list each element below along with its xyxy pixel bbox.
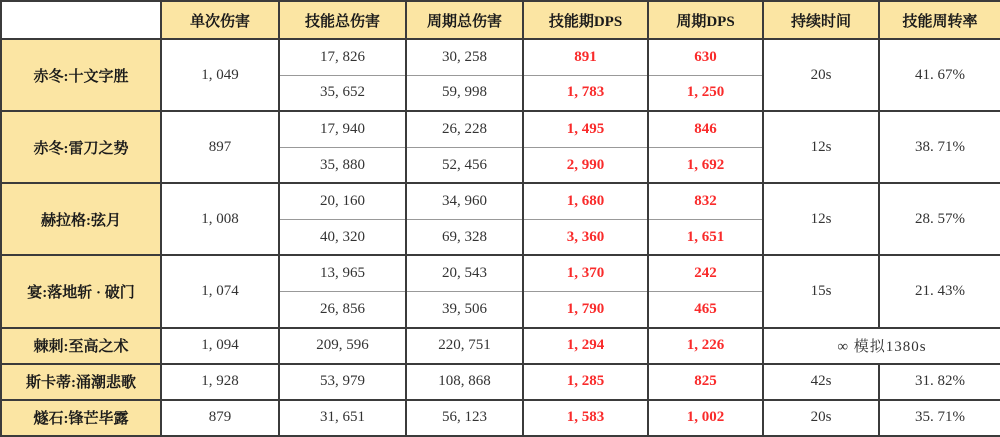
column-header-skill-total-damage: 技能总伤害 xyxy=(279,1,406,39)
row-label: 棘刺:至高之术 xyxy=(1,328,161,364)
cycle-total-cell: 108, 868 xyxy=(406,364,523,400)
single-damage-cell: 879 xyxy=(161,400,279,436)
row-label: 斯卡蒂:涌潮悲歌 xyxy=(1,364,161,400)
turnover-cell: 28. 57% xyxy=(879,183,1000,255)
cycle-total-cell: 39, 506 xyxy=(406,292,523,328)
cycle-dps-cell: 1, 250 xyxy=(648,75,763,111)
skill-total-cell: 35, 652 xyxy=(279,75,406,111)
cycle-total-cell: 26, 228 xyxy=(406,111,523,147)
cycle-total-cell: 220, 751 xyxy=(406,328,523,364)
table-row xyxy=(1,183,1000,219)
skill-dps-cell: 1, 783 xyxy=(523,75,648,111)
cycle-dps-cell: 1, 692 xyxy=(648,147,763,183)
cycle-total-cell: 52, 456 xyxy=(406,147,523,183)
single-damage-cell: 1, 049 xyxy=(161,39,279,111)
skill-total-cell: 209, 596 xyxy=(279,328,406,364)
cycle-dps-cell: 846 xyxy=(648,111,763,147)
row-label: 赤冬:十文字胜 xyxy=(1,39,161,111)
skill-dps-cell: 3, 360 xyxy=(523,219,648,255)
turnover-cell: 41. 67% xyxy=(879,39,1000,111)
single-damage-cell: 1, 928 xyxy=(161,364,279,400)
column-header-single-damage: 单次伤害 xyxy=(161,1,279,39)
cycle-total-cell: 20, 543 xyxy=(406,255,523,291)
skill-total-cell: 31, 651 xyxy=(279,400,406,436)
cycle-dps-cell: 1, 651 xyxy=(648,219,763,255)
row-label: 宴:落地斩 · 破门 xyxy=(1,255,161,327)
duration-cell: 20s xyxy=(763,400,879,436)
cycle-total-cell: 59, 998 xyxy=(406,75,523,111)
cycle-dps-cell: 1, 226 xyxy=(648,328,763,364)
skill-dps-cell: 891 xyxy=(523,39,648,75)
row-label: 赤冬:雷刀之势 xyxy=(1,111,161,183)
turnover-cell: 21. 43% xyxy=(879,255,1000,327)
skill-total-cell: 26, 856 xyxy=(279,292,406,328)
table-row xyxy=(1,328,1000,364)
turnover-cell: 31. 82% xyxy=(879,364,1000,400)
header-row xyxy=(1,1,1000,39)
table-row xyxy=(1,364,1000,400)
skill-total-cell: 53, 979 xyxy=(279,364,406,400)
cycle-dps-cell: 630 xyxy=(648,39,763,75)
table-row xyxy=(1,111,1000,147)
duration-cell: ∞ 模拟1380s xyxy=(763,328,1000,364)
cycle-dps-cell: 465 xyxy=(648,292,763,328)
skill-total-cell: 40, 320 xyxy=(279,219,406,255)
table-row xyxy=(1,400,1000,436)
skill-total-cell: 20, 160 xyxy=(279,183,406,219)
skill-dps-cell: 1, 680 xyxy=(523,183,648,219)
single-damage-cell: 1, 008 xyxy=(161,183,279,255)
skill-total-cell: 35, 880 xyxy=(279,147,406,183)
skill-dps-cell: 1, 370 xyxy=(523,255,648,291)
corner-cell xyxy=(1,1,161,39)
duration-cell: 20s xyxy=(763,39,879,111)
skill-dps-cell: 1, 294 xyxy=(523,328,648,364)
skill-dps-cell: 2, 990 xyxy=(523,147,648,183)
single-damage-cell: 897 xyxy=(161,111,279,183)
column-header-cycle-dps: 周期DPS xyxy=(648,1,763,39)
skill-total-cell: 17, 940 xyxy=(279,111,406,147)
table-row xyxy=(1,255,1000,291)
column-header-skill-period-dps: 技能期DPS xyxy=(523,1,648,39)
cycle-total-cell: 34, 960 xyxy=(406,183,523,219)
duration-cell: 15s xyxy=(763,255,879,327)
cycle-total-cell: 69, 328 xyxy=(406,219,523,255)
table-row xyxy=(1,39,1000,75)
cycle-dps-cell: 242 xyxy=(648,255,763,291)
cycle-dps-cell: 825 xyxy=(648,364,763,400)
duration-cell: 12s xyxy=(763,111,879,183)
skill-total-cell: 17, 826 xyxy=(279,39,406,75)
skill-dps-cell: 1, 285 xyxy=(523,364,648,400)
row-label: 赫拉格:弦月 xyxy=(1,183,161,255)
duration-cell: 42s xyxy=(763,364,879,400)
skill-dps-cell: 1, 583 xyxy=(523,400,648,436)
cycle-total-cell: 30, 258 xyxy=(406,39,523,75)
skill-dps-cell: 1, 495 xyxy=(523,111,648,147)
row-label: 燧石:锋芒毕露 xyxy=(1,400,161,436)
cycle-total-cell: 56, 123 xyxy=(406,400,523,436)
single-damage-cell: 1, 074 xyxy=(161,255,279,327)
turnover-cell: 35. 71% xyxy=(879,400,1000,436)
turnover-cell: 38. 71% xyxy=(879,111,1000,183)
cycle-dps-cell: 832 xyxy=(648,183,763,219)
skill-dps-cell: 1, 790 xyxy=(523,292,648,328)
column-header-cycle-total-damage: 周期总伤害 xyxy=(406,1,523,39)
single-damage-cell: 1, 094 xyxy=(161,328,279,364)
cycle-dps-cell: 1, 002 xyxy=(648,400,763,436)
duration-cell: 12s xyxy=(763,183,879,255)
skill-total-cell: 13, 965 xyxy=(279,255,406,291)
column-header-skill-turnover-rate: 技能周转率 xyxy=(879,1,1000,39)
column-header-duration: 持续时间 xyxy=(763,1,879,39)
